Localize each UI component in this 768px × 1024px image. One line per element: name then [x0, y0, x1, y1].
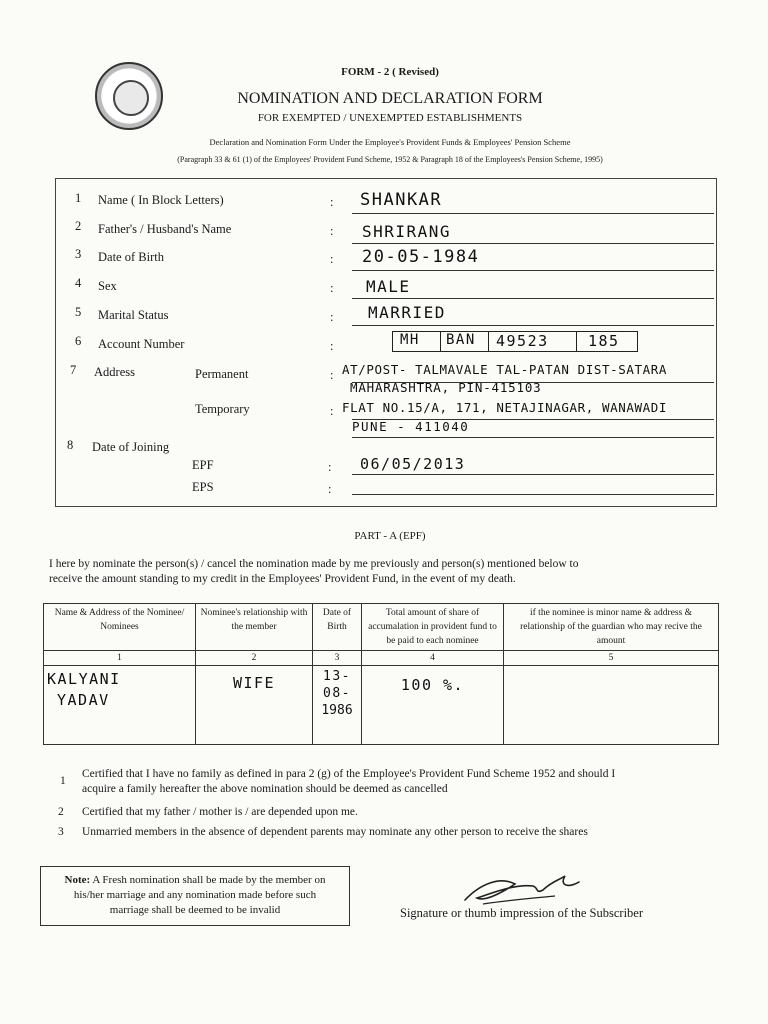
table-row	[44, 666, 719, 745]
marital-value: MARRIED	[368, 303, 446, 322]
column-number: 5	[504, 651, 719, 666]
nominee-dob-line1: 13-	[323, 669, 351, 684]
header-name-address: Name & Address of the Nominee/ Nominees	[44, 604, 196, 651]
colon: :	[330, 404, 334, 418]
nominee-dob-line2: 08-	[323, 686, 351, 701]
organisation-logo	[95, 62, 163, 130]
father-underline	[352, 243, 714, 244]
nominee-table	[43, 603, 719, 745]
note-box	[40, 866, 350, 926]
name-underline	[352, 213, 714, 214]
nominee-name-line1: KALYANI	[47, 670, 121, 688]
account-divider	[440, 331, 441, 352]
colon: :	[330, 224, 334, 238]
nominee-name-cell	[44, 666, 196, 745]
epf-joining-value: 06/05/2013	[360, 455, 466, 473]
permanent-underline	[352, 382, 714, 383]
header-guardian: if the nominee is minor name & address & relationship of the guardian who may recive the amount	[504, 604, 719, 651]
field-number: 8	[67, 438, 74, 452]
signature-scribble	[455, 862, 585, 912]
eps-underline	[352, 494, 714, 495]
field-number: 2	[75, 219, 82, 233]
nominee-name-line2: YADAV	[57, 691, 110, 709]
part-a-paragraph-line2: receive the amount standing to my credit in the Employees' Provident Fund, in the event of my death.	[49, 573, 516, 585]
joining-underline	[352, 437, 714, 438]
dob-underline	[352, 270, 714, 271]
sex-value: MALE	[366, 277, 411, 296]
certification-number: 2	[58, 806, 64, 818]
marital-label: Marital Status	[98, 308, 169, 322]
certification-number: 1	[60, 775, 66, 787]
certification-1-line2: acquire a family hereafter the above nomination should be deemed as cancelled	[82, 783, 448, 795]
nominee-guardian-cell	[504, 666, 719, 745]
column-number: 2	[196, 651, 313, 666]
permanent-address-line1: AT/POST- TALMAVALE TAL-PATAN DIST-SATARA	[342, 362, 668, 377]
permanent-label: Permanent	[195, 367, 249, 381]
note-text-2: his/her marriage and any nomination made before such	[73, 889, 317, 901]
header-dob: Date of Birth	[313, 604, 362, 651]
nominee-share-cell	[362, 666, 504, 745]
account-divider	[576, 331, 577, 352]
declaration-line: Declaration and Nomination Form Under the Employee's Provident Funds & Employees' Pension Scheme	[209, 137, 571, 147]
nominee-dob-cell	[313, 666, 362, 745]
epf-label: EPF	[192, 458, 214, 472]
sex-underline	[352, 298, 714, 299]
form-subtitle: FOR EXEMPTED / UNEXEMPTED ESTABLISHMENTS	[257, 112, 523, 124]
nominee-relationship: WIFE	[232, 674, 276, 692]
field-number: 7	[70, 363, 77, 377]
epf-underline	[352, 474, 714, 475]
certification-1-line1: Certified that I have no family as defined in para 2 (g) of the Employee's Provident Fund Scheme 1952 and should I	[82, 768, 616, 780]
nominee-share: 100 %.	[400, 676, 465, 694]
account-label: Account Number	[98, 337, 185, 351]
signature-caption: Signature or thumb impression of the Subscriber	[400, 906, 644, 920]
address-label: Address	[94, 365, 135, 379]
part-a-paragraph-line1: I here by nominate the person(s) / cancel the nomination made by me previously and person(s) mentioned below to	[49, 558, 579, 570]
account-part-4: 185	[588, 332, 620, 350]
part-a-heading: PART - A (EPF)	[354, 530, 426, 542]
account-part-2: BAN	[446, 332, 476, 348]
temporary-label: Temporary	[195, 402, 250, 416]
sex-label: Sex	[98, 279, 117, 293]
header-relationship: Nominee's relationship with the member	[196, 604, 313, 651]
column-number: 4	[362, 651, 504, 666]
note-label: Note:	[64, 874, 91, 886]
father-value: SHRIRANG	[362, 222, 452, 241]
account-divider	[488, 331, 489, 352]
nominee-relationship-cell	[196, 666, 313, 745]
name-label: Name ( In Block Letters)	[98, 193, 224, 207]
joining-label: Date of Joining	[92, 440, 170, 454]
temporary-address-line1: FLAT NO.15/A, 171, NETAJINAGAR, WANAWADI	[342, 400, 668, 415]
column-number: 1	[44, 651, 196, 666]
colon: :	[330, 195, 334, 209]
form-title: NOMINATION AND DECLARATION FORM	[237, 90, 543, 107]
certification-2-line1: Certified that my father / mother is / are depended upon me.	[82, 806, 358, 818]
dob-label: Date of Birth	[98, 250, 164, 264]
paragraph-line: (Paragraph 33 & 61 (1) of the Employees' Provident Fund Scheme, 1952 & Paragraph 18 of the Employees's Pension Scheme, 1995)	[177, 155, 603, 164]
field-number: 6	[75, 334, 82, 348]
field-number: 3	[75, 247, 82, 261]
field-number: 4	[75, 276, 82, 290]
father-label: Father's / Husband's Name	[98, 222, 232, 236]
certification-number: 3	[58, 826, 64, 838]
field-number: 5	[75, 305, 82, 319]
permanent-address-line2: MAHARASHTRA, PIN-415103	[350, 380, 542, 395]
colon: :	[328, 482, 332, 496]
colon: :	[328, 460, 332, 474]
field-number: 1	[75, 191, 82, 205]
eps-label: EPS	[192, 480, 214, 494]
note-text-1: A Fresh nomination shall be made by the member on	[90, 874, 326, 886]
colon: :	[330, 281, 334, 295]
colon: :	[330, 368, 334, 382]
account-part-3: 49523	[496, 332, 549, 350]
account-part-1: MH	[400, 332, 420, 348]
form-number: FORM - 2 ( Revised)	[341, 66, 439, 78]
nominee-dob-line3: 1986	[321, 703, 353, 718]
colon: :	[330, 339, 334, 353]
colon: :	[330, 252, 334, 266]
note-text-3: marriage shall be deemed to be invalid	[109, 904, 281, 916]
marital-underline	[352, 325, 714, 326]
certification-3-line1: Unmarried members in the absence of dependent parents may nominate any other person to receive the shares	[82, 826, 588, 838]
name-value: SHANKAR	[360, 190, 443, 210]
header-share: Total amount of share of accumalation in provident fund to be paid to each nominee	[362, 604, 504, 651]
temporary-address-line2: PUNE - 411040	[352, 419, 470, 434]
colon: :	[330, 310, 334, 324]
dob-value: 20-05-1984	[362, 247, 480, 267]
column-number: 3	[313, 651, 362, 666]
